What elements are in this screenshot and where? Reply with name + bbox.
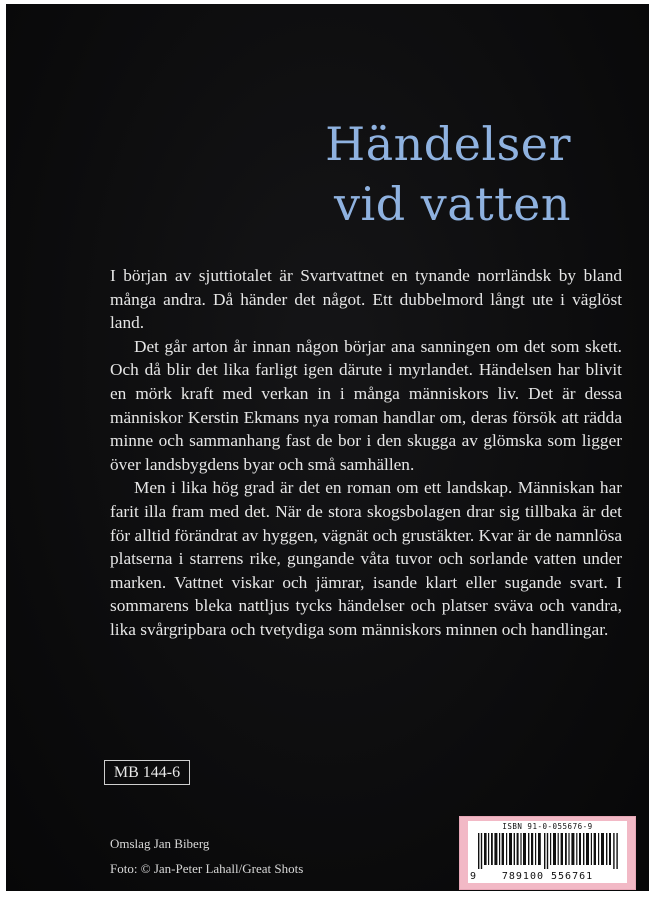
blurb-text <box>110 264 622 642</box>
barcode-label <box>459 816 636 890</box>
barcode-lead-digit: 9 <box>470 871 478 882</box>
barcode-panel <box>468 821 627 883</box>
barcode-number <box>468 871 627 882</box>
book-title <box>325 114 571 234</box>
barcode-digits: 789100 556761 <box>501 871 594 882</box>
cover-credit: Omslag Jan Biberg <box>110 836 210 851</box>
title-line-1: Händelser <box>325 117 571 171</box>
photo-credit: Foto: © Jan-Peter Lahall/Great Shots <box>110 861 304 876</box>
blurb-paragraph-3: Men i lika hög grad är det en roman om ett landskap. Människan har farit illa fram med det. När de stora skogsbolagen drar sig tillbaka är det för alltid förändrat av hyggen, vägnät och grustäkter. Kvar är de namnlösa platserna i starrens rike, gungande våta tuvor och sorlande vatten under marken. Vattnet viskar och jämrar, isande klart eller sugande svart. I sommarens bleka nattljus tycks händelser och platser sväva och vandra, lika svårgripbara och tvetydiga som människors minnen och handlingar. <box>110 478 623 639</box>
title-line-2: vid vatten <box>334 177 571 231</box>
blurb-paragraph-1: I början av sjuttiotalet är Svartvattnet en tynande norrländsk by bland många andra. Då händer det något. Ett dubbelmord långt ute i väglöst land. <box>110 266 622 333</box>
catalog-code-box: MB 144-6 <box>104 760 190 785</box>
isbn-text: ISBN 91-0-055676-9 <box>502 822 593 831</box>
barcode-icon <box>478 833 618 869</box>
book-back-cover <box>6 4 649 891</box>
blurb-paragraph-2: Det går arton år innan någon börjar ana sanningen om det som skett. Och då blir det lika farligt igen därute i myrlandet. Händelsen har blivit en mörk kraft med verkan in i många människors liv. Det är dessa människor Kerstin Ekmans nya roman handlar om, deras försök att rädda minne och sammanhang fast de bor i den skugga av glömska som ligger över landsbygdens byar och små samhällen. <box>110 336 622 474</box>
